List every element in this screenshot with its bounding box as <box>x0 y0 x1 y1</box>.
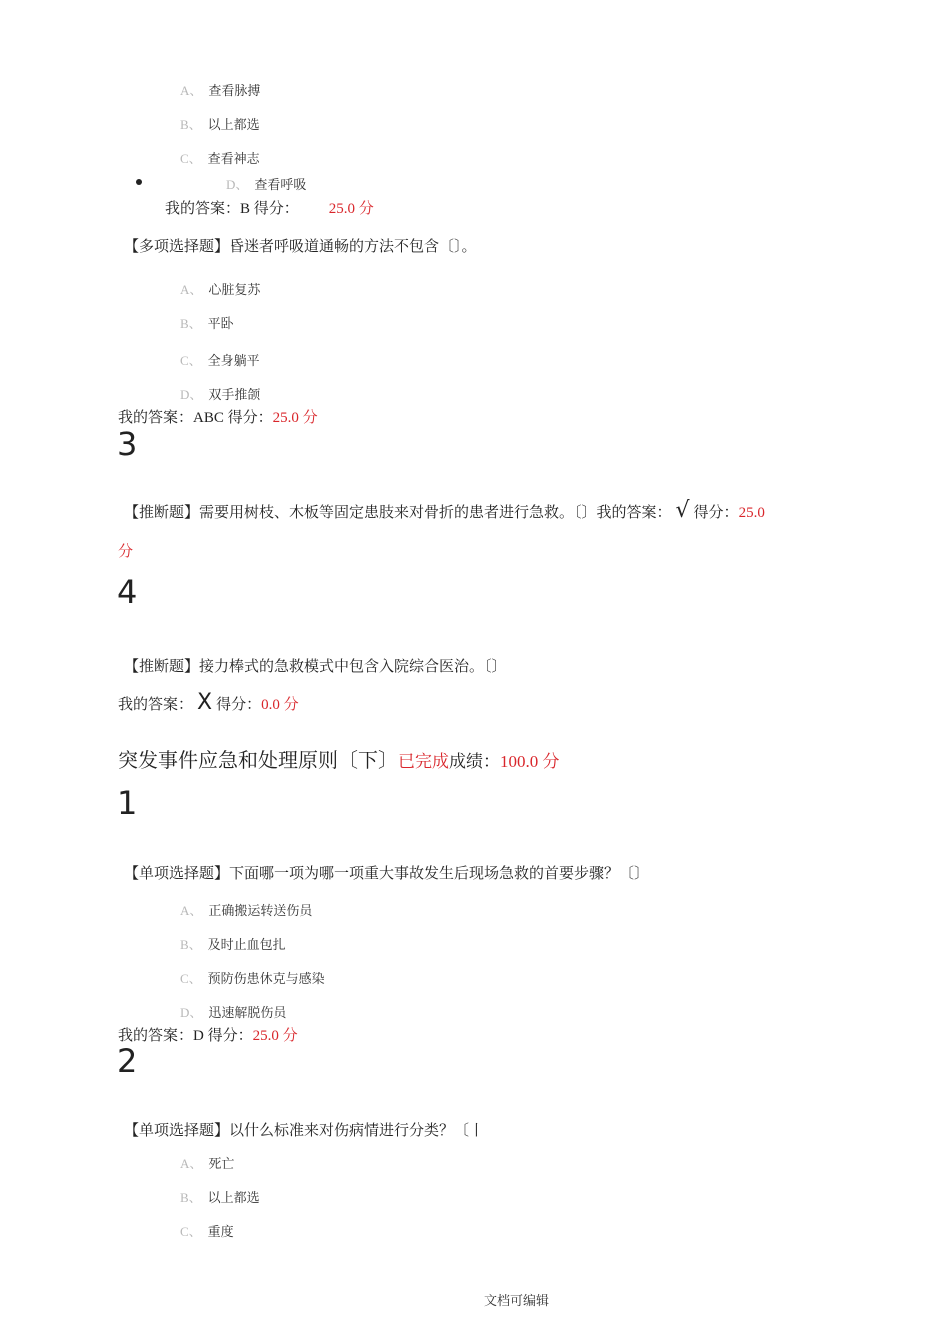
question-text: 【推断题】需要用树枝、木板等固定患肢来对骨折的患者进行急救。〔〕我的答案： √ 得分：25.0 <box>124 498 765 523</box>
my-answer: 我的答案：D 得分：25.0 分 <box>118 1028 298 1044</box>
option-a: A、 心脏复苏 <box>180 282 261 297</box>
score-unit: 分 <box>118 544 134 560</box>
option-c: C、 重度 <box>180 1224 234 1239</box>
option-b: B、 以上都选 <box>180 1190 260 1205</box>
question-text: 【单项选择题】以什么标准来对伤病情进行分类？〔丨 <box>124 1123 485 1139</box>
option-d: D、 查看呼吸 <box>226 177 307 192</box>
question-number: 2 <box>117 1042 138 1080</box>
option-b: B、 平卧 <box>180 316 234 331</box>
option-c: C、 预防伤患休克与感染 <box>180 971 325 986</box>
bullet-icon <box>136 179 142 185</box>
option-a: A、 查看脉搏 <box>180 83 261 98</box>
x-icon: X <box>197 690 213 715</box>
option-c: C、 查看神志 <box>180 151 260 166</box>
option-b: B、 以上都选 <box>180 117 260 132</box>
question-text: 【推断题】接力棒式的急救模式中包含入院综合医治。〔〕 <box>124 659 507 675</box>
my-answer: 我的答案：B 得分： 25.0 分 <box>165 201 374 217</box>
page-footer: 文档可编辑 <box>484 1293 550 1308</box>
question-text: 【单项选择题】下面哪一项为哪一项重大事故发生后现场急救的首要步骤？〔〕 <box>124 866 650 882</box>
option-b: B、 及时止血包扎 <box>180 937 286 952</box>
check-icon: √ <box>675 498 690 523</box>
question-number: 4 <box>117 573 138 611</box>
option-d: D、 双手推颌 <box>180 387 261 402</box>
my-answer: 我的答案： X 得分：0.0 分 <box>118 690 299 715</box>
question-number: 3 <box>117 425 138 463</box>
question-text: 【多项选择题】昏迷者呼吸道通畅的方法不包含〔〕。 <box>124 239 477 255</box>
question-number: 1 <box>117 784 138 822</box>
option-c: C、 全身躺平 <box>180 353 260 368</box>
option-a: A、 正确搬运转送伤员 <box>180 903 313 918</box>
option-a: A、 死亡 <box>180 1156 235 1171</box>
my-answer: 我的答案：ABC 得分：25.0 分 <box>118 410 318 426</box>
option-d: D、 迅速解脱伤员 <box>180 1005 287 1020</box>
section-title: 突发事件应急和处理原则〔下〕已完成成绩：100.0 分 <box>118 750 560 772</box>
